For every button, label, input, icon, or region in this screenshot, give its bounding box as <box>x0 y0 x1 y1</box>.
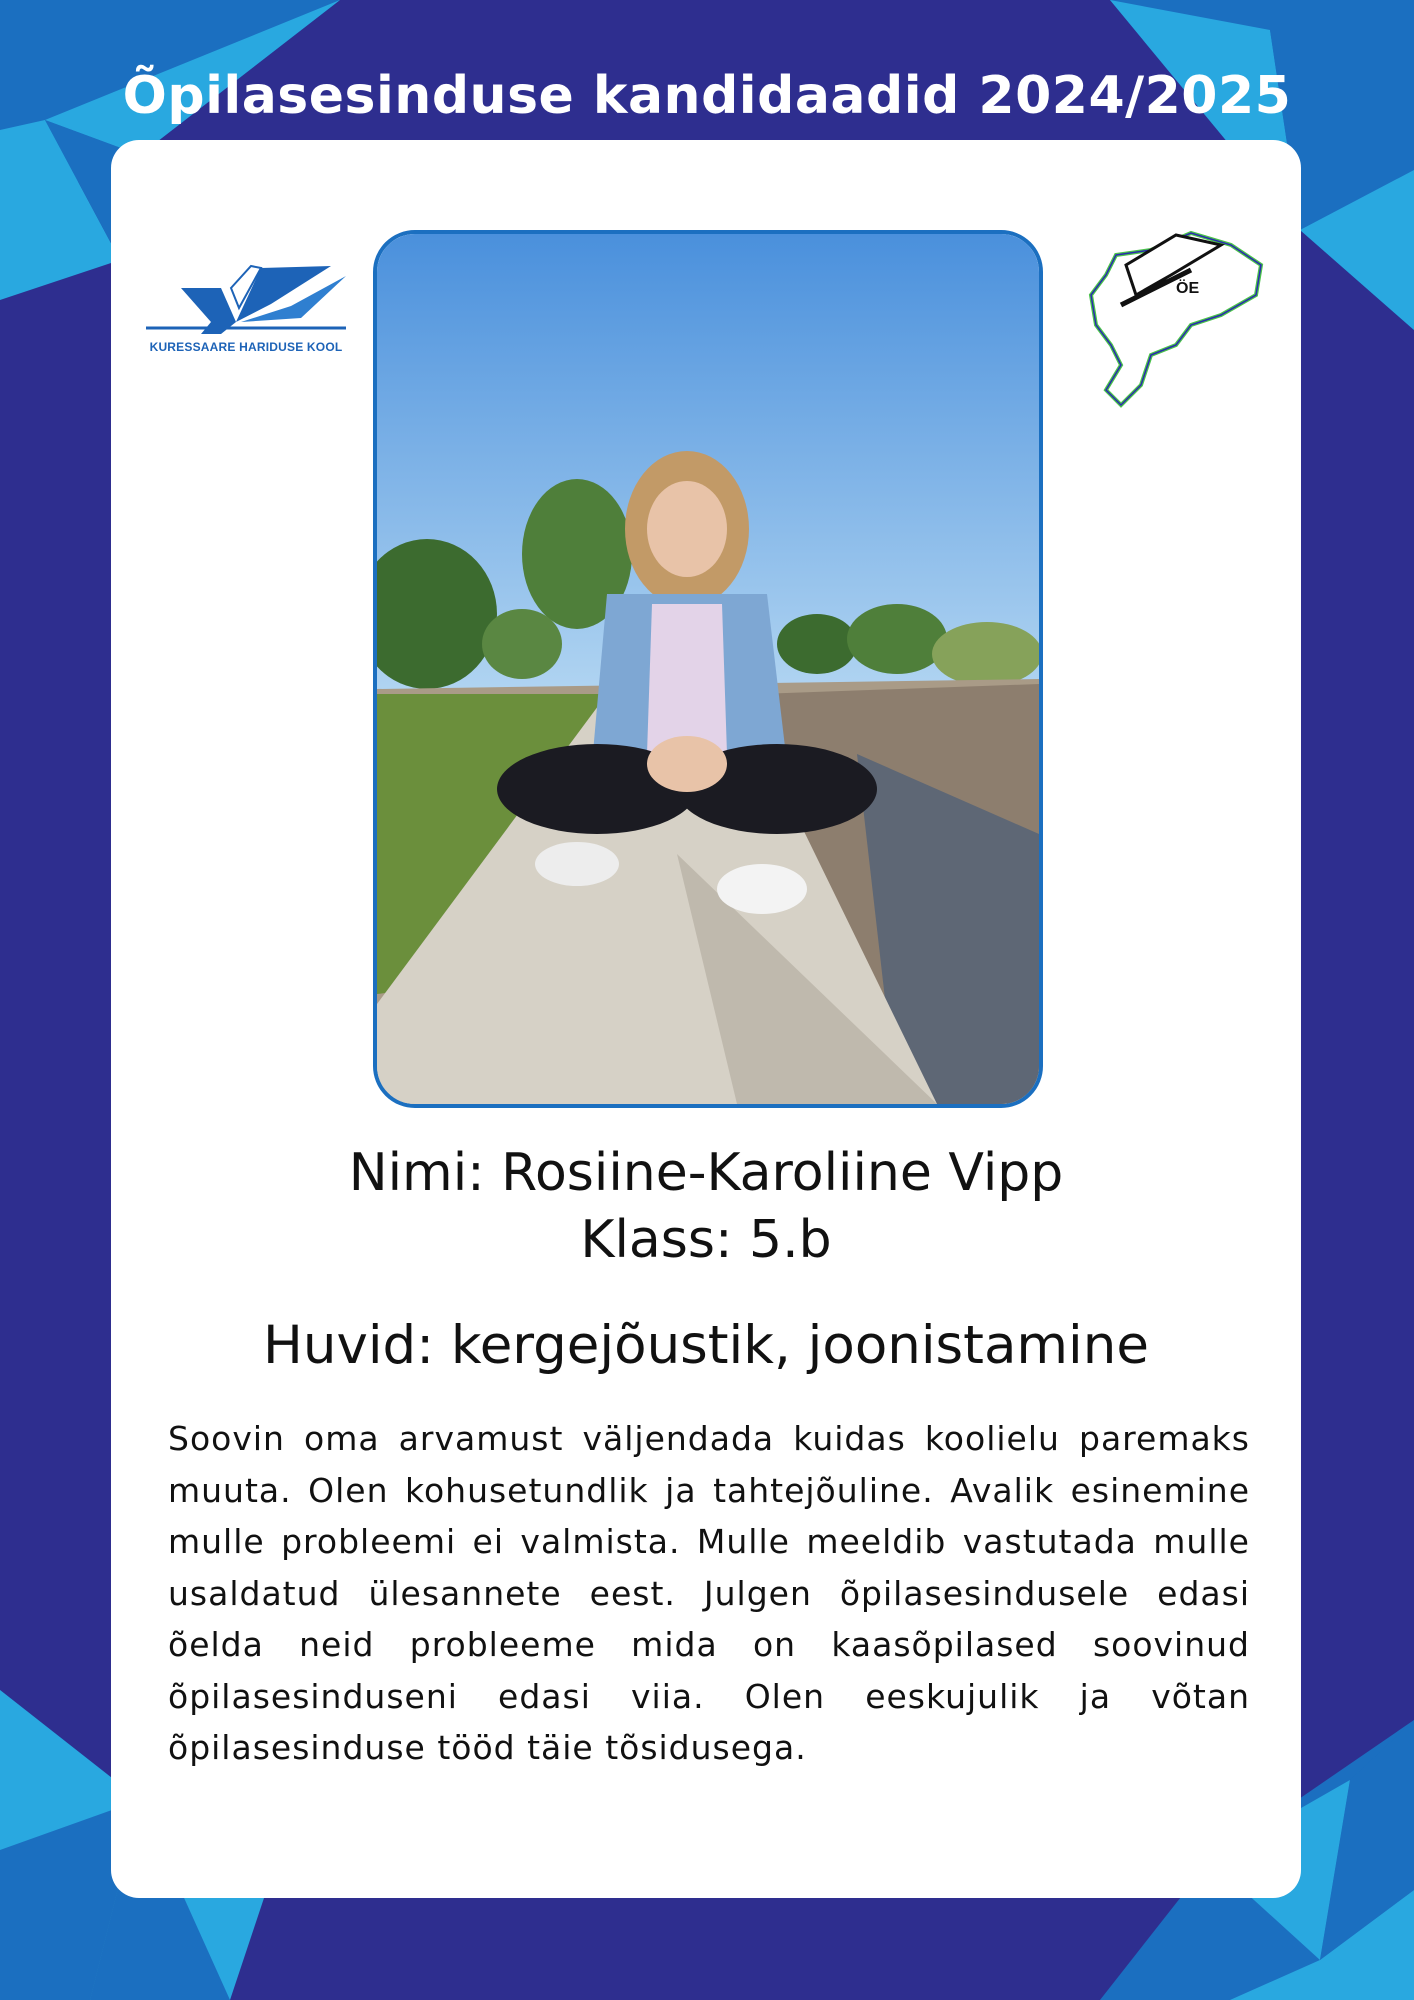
school-logo-text: KURESSAARE HARIDUSE KOOL <box>149 340 343 354</box>
candidate-interests: Huvid: kergejõustik, joonistamine <box>263 1315 1149 1376</box>
book-pages-icon <box>141 260 351 340</box>
candidate-photo <box>373 230 1043 1108</box>
student-council-logo <box>1081 225 1271 410</box>
candidate-description: Soovin oma arvamust väljendada kuidas koolielu paremaks muuta. Olen kohusetundlik ja tahtejõuline. Avalik esinemine mulle probleemi ei valmista. Mulle meeldib vastutada mulle usaldatud ülesannete eest. Julgen õpilasesindusele edasi õelda neid probleeme mida on kaasõpilased soovinud õpilasesinduseni edasi viia. Olen eeskujulik ja võtan õpilasesinduse tööd täie tõsidusega. <box>168 1419 1250 1767</box>
candidate-class: Klass: 5.b <box>580 1210 832 1270</box>
student-council-logo-text: ÖE <box>1176 280 1200 297</box>
saaremaa-map-pen-icon <box>1081 225 1271 410</box>
school-logo <box>141 260 351 370</box>
candidate-card <box>111 140 1301 1898</box>
candidate-name: Nimi: Rosiine-Karoliine Vipp <box>348 1143 1064 1203</box>
page-title: Õpilasesinduse kandidaadid 2024/2025 <box>122 66 1292 126</box>
